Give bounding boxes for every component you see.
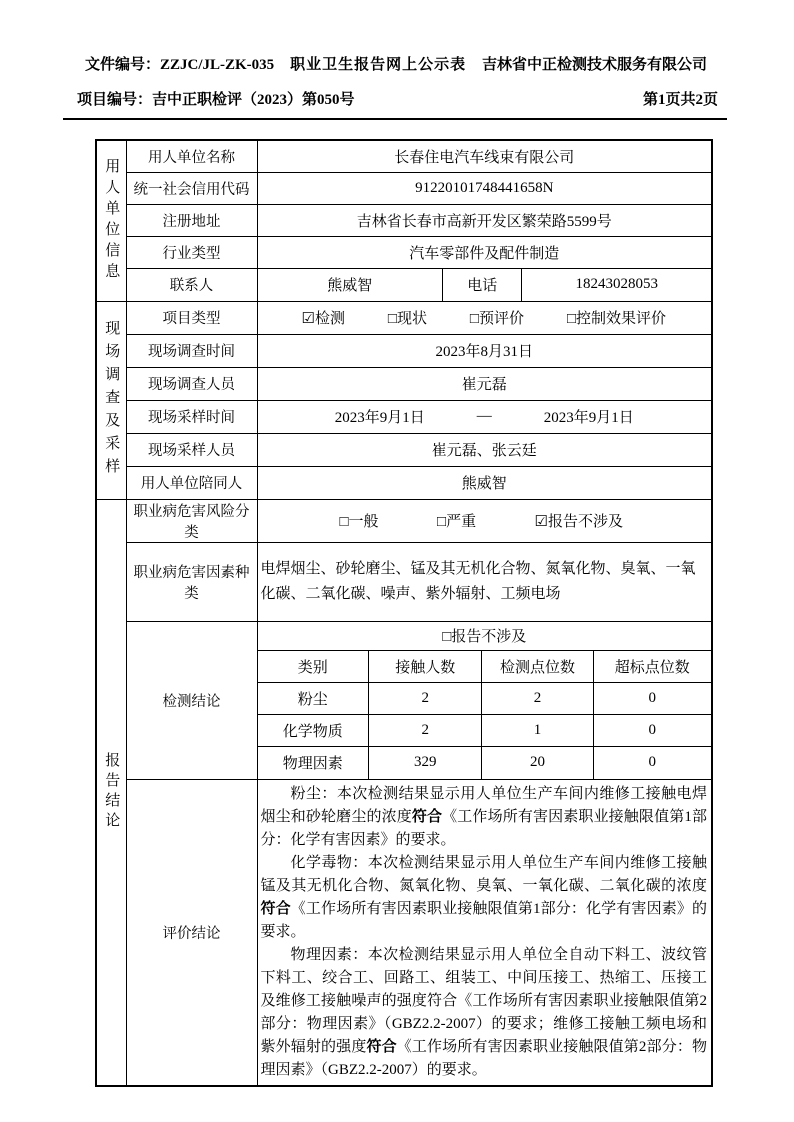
field-label-address: 注册地址 xyxy=(126,204,257,236)
cell-chemical-exceeding: 0 xyxy=(593,715,711,747)
table-row xyxy=(96,542,712,621)
field-label-sampling-time: 现场采样时间 xyxy=(126,400,257,433)
column-header-exposed-count: 接触人数 xyxy=(369,651,482,683)
detection-not-involved-checkbox: □报告不涉及 xyxy=(258,622,712,651)
project-number: 项目编号：吉中正职检评（2023）第050号 xyxy=(77,92,355,108)
cell-chemical-category: 化学物质 xyxy=(258,715,369,747)
cell-dust-exceeding: 0 xyxy=(593,683,711,715)
field-label-project-type: 项目类型 xyxy=(126,301,257,334)
cell-chemical-exposed: 2 xyxy=(369,715,482,747)
header-row-1 xyxy=(63,56,727,75)
table-row xyxy=(96,334,712,367)
checkbox-option-control-effect: □控制效果评价 xyxy=(566,311,666,327)
evaluation-conclusion-cell xyxy=(257,779,712,1086)
field-label-industry: 行业类型 xyxy=(126,236,257,268)
table-row xyxy=(96,172,712,204)
field-label-detection-conclusion: 检测结论 xyxy=(126,621,257,779)
checkbox-option-severe: □严重 xyxy=(437,514,477,530)
table-row xyxy=(96,236,712,268)
cell-physical-exposed: 329 xyxy=(369,747,482,779)
cell-physical-exceeding: 0 xyxy=(593,747,711,779)
checkbox-option-pre-evaluation: □预评价 xyxy=(469,311,524,327)
field-label-credit-code: 统一社会信用代码 xyxy=(126,172,257,204)
field-value-survey-staff: 崔元磊 xyxy=(257,367,712,400)
field-value-industry: 汽车零部件及配件制造 xyxy=(257,236,712,268)
cell-dust-category: 粉尘 xyxy=(258,683,369,715)
table-row xyxy=(258,715,712,747)
evaluation-paragraph-dust: 粉尘：本次检测结果显示用人单位生产车间内维修工接触电焊烟尘和砂轮磨尘的浓度符合《工作场所有害因素职业接触限值第1部分：化学有害因素》的要求。 xyxy=(260,785,707,848)
field-value-escort: 熊威智 xyxy=(257,466,712,499)
sampling-time-cell xyxy=(257,400,712,433)
sampling-time-range xyxy=(258,406,712,427)
checkbox-option-status-quo: □现状 xyxy=(387,311,427,327)
contact-name: 熊威智 xyxy=(327,278,373,294)
field-label-contact: 联系人 xyxy=(126,268,257,301)
section-label-site-survey: 现场调查及采样 xyxy=(96,301,126,499)
field-label-survey-time: 现场调查时间 xyxy=(126,334,257,367)
field-label-escort: 用人单位陪同人 xyxy=(126,466,257,499)
risk-class-options xyxy=(258,510,712,531)
table-row xyxy=(258,622,712,651)
table-row xyxy=(258,651,712,683)
table-row xyxy=(96,301,712,334)
cell-dust-points: 2 xyxy=(482,683,593,715)
field-label-evaluation-conclusion: 评价结论 xyxy=(126,779,257,1086)
date-range-dash: — xyxy=(476,408,492,424)
table-row xyxy=(96,779,712,1086)
document-header xyxy=(63,56,727,120)
phone-number: 18243028053 xyxy=(521,269,711,301)
sampling-end-date: 2023年9月1日 xyxy=(543,410,634,426)
cell-chemical-points: 1 xyxy=(482,715,593,747)
table-row xyxy=(96,204,712,236)
page-title: 职业卫生报告网上公示表 xyxy=(290,57,467,73)
table-row xyxy=(96,621,712,779)
checkbox-option-detection: ☑检测 xyxy=(301,311,345,327)
section-label-employer-info: 用人单位信息 xyxy=(96,140,126,301)
page-indicator: 第1页共2页 xyxy=(642,92,718,108)
phone-label: 电话 xyxy=(442,269,521,301)
checkbox-option-not-involved: ☑报告不涉及 xyxy=(534,514,623,530)
risk-class-cell xyxy=(257,499,712,542)
project-type-cell xyxy=(257,301,712,334)
evaluation-paragraph-physical: 物理因素：本次检测结果显示用人单位全自动下料工、波纹管下料工、绞合工、回路工、组装工、中间压接工、热缩工、压接工及维修工接触噪声的强度符合《工作场所有害因素职业接触限值第2部分：物理因素》（GBZ2.2-2007）的要求；维修工接触工频电场和紫外辐射的强度符合《工作场所有害因素职业接触限值第2部分：物理因素》（GBZ2.2-2007）的要求。 xyxy=(260,946,707,1078)
table-row xyxy=(96,140,712,172)
contact-split-row xyxy=(258,269,712,301)
field-value-credit-code: 91220101748441658N xyxy=(257,172,712,204)
field-value-employer-name: 长春住电汽车线束有限公司 xyxy=(257,140,712,172)
table-row xyxy=(96,367,712,400)
table-row xyxy=(96,400,712,433)
field-label-hazard-factors: 职业病危害因素种类 xyxy=(126,542,257,621)
column-header-category: 类别 xyxy=(258,651,369,683)
field-value-survey-time: 2023年8月31日 xyxy=(257,334,712,367)
field-value-address: 吉林省长春市高新开发区繁荣路5599号 xyxy=(257,204,712,236)
contact-row-cell xyxy=(257,268,712,301)
detection-results-table xyxy=(258,622,712,779)
form-table xyxy=(95,139,713,1087)
field-label-risk-class: 职业病危害风险分类 xyxy=(126,499,257,542)
field-value-hazard-factors: 电焊烟尘、砂轮磨尘、锰及其无机化合物、氮氧化物、臭氧、一氧化碳、二氧化碳、噪声、紫外辐射、工频电场 xyxy=(257,542,712,621)
column-header-detection-points: 检测点位数 xyxy=(482,651,593,683)
table-row xyxy=(96,499,712,542)
detection-conclusion-cell xyxy=(257,621,712,779)
table-row xyxy=(96,268,712,301)
table-row xyxy=(258,747,712,779)
cell-dust-exposed: 2 xyxy=(369,683,482,715)
evaluation-paragraph-chemical: 化学毒物：本次检测结果显示用人单位生产车间内维修工接触锰及其无机化合物、氮氧化物、臭氧、一氧化碳、二氧化碳的浓度符合《工作场所有害因素职业接触限值第1部分：化学有害因素》的要求。 xyxy=(260,854,707,940)
project-type-options xyxy=(258,307,712,328)
cell-physical-category: 物理因素 xyxy=(258,747,369,779)
field-label-employer-name: 用人单位名称 xyxy=(126,140,257,172)
table-row xyxy=(96,466,712,499)
sampling-start-date: 2023年9月1日 xyxy=(334,410,425,426)
cell-physical-points: 20 xyxy=(482,747,593,779)
table-row xyxy=(96,433,712,466)
company-name: 吉林省中正检测技术服务有限公司 xyxy=(481,57,707,73)
checkbox-option-general: □一般 xyxy=(339,514,379,530)
table-row xyxy=(258,683,712,715)
field-value-sampling-staff: 崔元磊、张云廷 xyxy=(257,433,712,466)
field-label-survey-staff: 现场调查人员 xyxy=(126,367,257,400)
header-row-2 xyxy=(63,91,727,110)
file-number: 文件编号：ZZJC/JL-ZK-035 xyxy=(85,57,275,73)
column-header-exceeding-points: 超标点位数 xyxy=(593,651,711,683)
field-label-sampling-staff: 现场采样人员 xyxy=(126,433,257,466)
section-label-report-conclusion: 报告结论 xyxy=(96,499,126,1086)
